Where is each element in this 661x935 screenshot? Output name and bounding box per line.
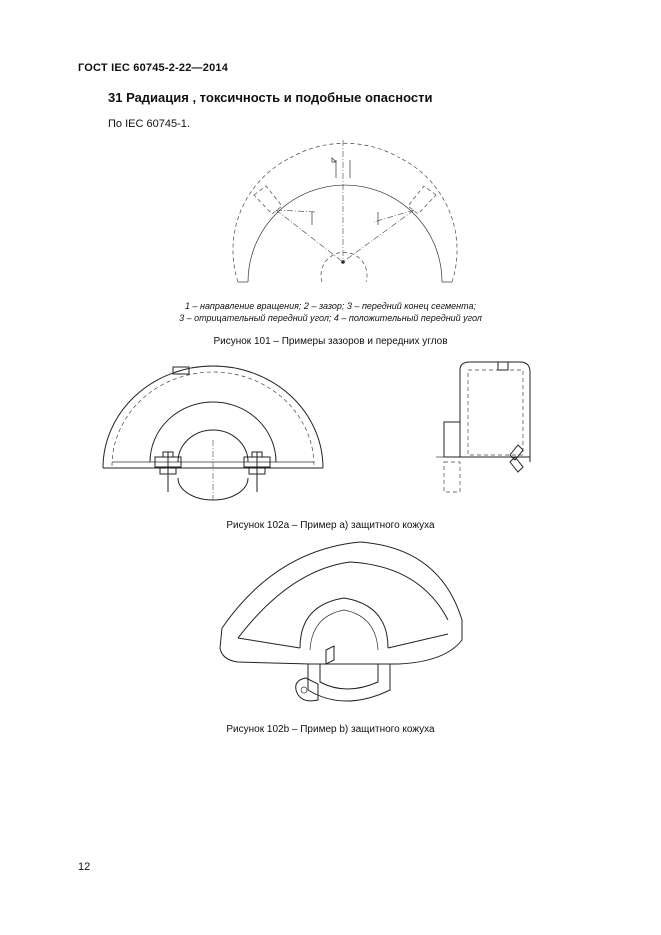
document-header: ГОСТ IEC 60745-2-22—2014 [78, 62, 229, 74]
figure-102b-caption: Рисунок 102b – Пример b) защитного кожуха [226, 724, 435, 735]
section-title: 31 Радиация , токсичность и подобные опасности [108, 90, 433, 105]
figure-102a-caption: Рисунок 102a – Пример a) защитного кожуха [226, 520, 435, 531]
figure-101-legend-line-2: 3 – отрицательный передний угол; 4 – положительный передний угол [179, 313, 482, 323]
page-number: 12 [78, 861, 91, 873]
body-reference: По IEC 60745-1. [108, 118, 190, 130]
figure-101-legend-line-1: 1 – направление вращения; 2 – зазор; 3 – передний конец сегмента; [185, 301, 476, 311]
figure-101-caption: Рисунок 101 – Примеры зазоров и передних углов [213, 336, 448, 347]
guard-isometric-view [220, 542, 462, 701]
